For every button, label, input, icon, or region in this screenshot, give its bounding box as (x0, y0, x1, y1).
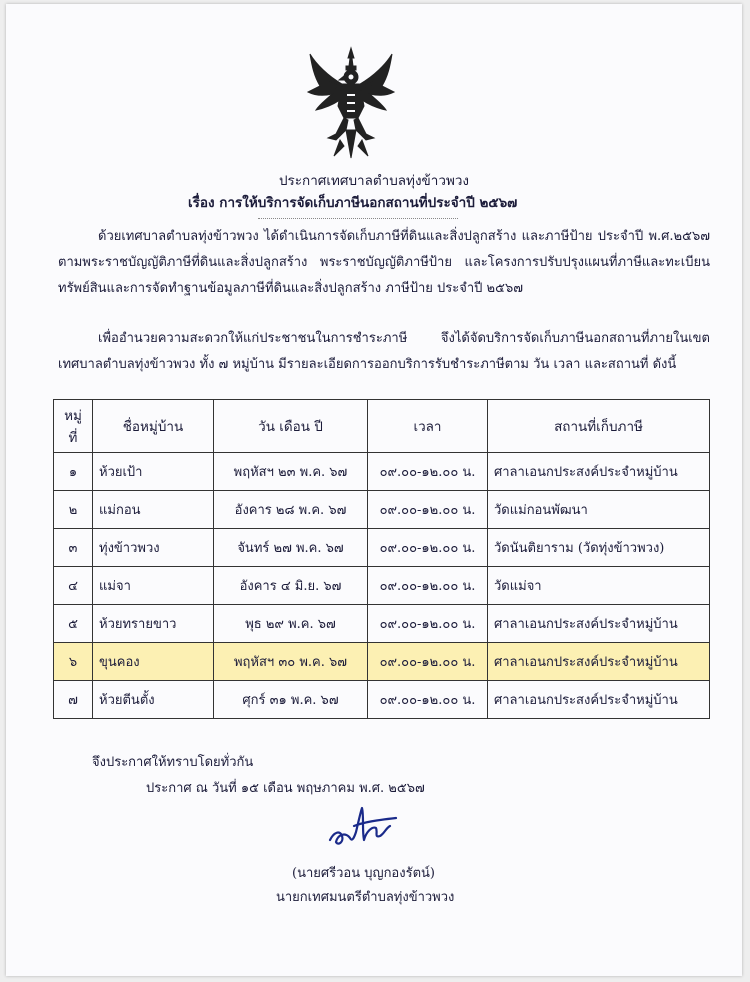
announcement-date: ประกาศ ณ วันที่ ๑๕ เดือน พฤษภาคม พ.ศ. ๒๕๖๗ (146, 781, 425, 796)
collection-time: ๐๙.๐๐-๑๒.๐๐ น. (368, 567, 488, 605)
collection-place: วัดนันติยาราม (วัดทุ่งข้าวพวง) (488, 529, 710, 567)
village-name: ทุ่งข้าวพวง (93, 529, 214, 567)
title-divider (258, 218, 458, 219)
collection-time: ๐๙.๐๐-๑๒.๐๐ น. (368, 681, 488, 719)
village-name: ขุนคอง (93, 643, 214, 681)
service-paragraph: เพื่ออำนวยความสะดวกให้แก่ประชาชนในการชำระภาษี จึงได้จัดบริการจัดเก็บภาษีนอกสถานที่ภายในเขตเทศบาลตำบลทุ่งข้าวพวง ทั้ง ๗ หมู่บ้าน มีรายละเอียดการออกบริการรับชำระภาษีตาม วัน เวลา และสถานที่ ดังนี้ (58, 331, 710, 372)
header-village-no: หมู่ที่ (54, 400, 93, 453)
collection-place: ศาลาเอนกประสงค์ประจำหมู่บ้าน (488, 453, 710, 491)
collection-date: จันทร์ ๒๗ พ.ค. ๖๗ (214, 529, 368, 567)
village-name: ห้วยเป้า (93, 453, 214, 491)
collection-date: พฤหัสฯ ๒๓ พ.ค. ๖๗ (214, 453, 368, 491)
village-no: ๓ (54, 529, 93, 567)
collection-time: ๐๙.๐๐-๑๒.๐๐ น. (368, 491, 488, 529)
collection-time: ๐๙.๐๐-๑๒.๐๐ น. (368, 643, 488, 681)
table-header-row (54, 400, 710, 453)
village-name: แม่กอน (93, 491, 214, 529)
collection-time: ๐๙.๐๐-๑๒.๐๐ น. (368, 605, 488, 643)
collection-time: ๐๙.๐๐-๑๒.๐๐ น. (368, 453, 488, 491)
intro-paragraph: ด้วยเทศบาลตำบลทุ่งข้าวพวง ได้ดำเนินการจัดเก็บภาษีที่ดินและสิ่งปลูกสร้าง และภาษีป้าย ประจำปี พ.ศ.๒๕๖๗ ตามพระราชบัญญัติภาษีที่ดินและสิ่งปลูกสร้าง พระราชบัญญัติภาษีป้าย และโครงการปรับปรุงแผนที่ภาษีและทะเบียนทรัพย์สินและการจัดทำฐานข้อมูลภาษีที่ดินและสิ่งปลูกสร้าง ภาษีป้าย ประจำปี ๒๕๖๗ (58, 229, 710, 296)
table-row (54, 453, 710, 491)
collection-time: ๐๙.๐๐-๑๒.๐๐ น. (368, 529, 488, 567)
collection-date: อังคาร ๔ มิ.ย. ๖๗ (214, 567, 368, 605)
closing-notice: จึงประกาศให้ทราบโดยทั่วกัน (92, 755, 254, 770)
table-row (54, 491, 710, 529)
village-name: แม่จา (93, 567, 214, 605)
table-row-highlighted (54, 643, 710, 681)
signature-mark (324, 802, 402, 856)
header-place: สถานที่เก็บภาษี (488, 400, 710, 453)
collection-place: ศาลาเอนกประสงค์ประจำหมู่บ้าน (488, 681, 710, 719)
collection-place: ศาลาเอนกประสงค์ประจำหมู่บ้าน (488, 643, 710, 681)
collection-place: วัดแม่กอนพัฒนา (488, 491, 710, 529)
village-name: ห้วยตีนตั้ง (93, 681, 214, 719)
collection-date: อังคาร ๒๘ พ.ค. ๖๗ (214, 491, 368, 529)
schedule-table (53, 399, 710, 719)
signer-position: นายกเทศมนตรีตำบลทุ่งข้าวพวง (276, 890, 455, 905)
header-village-name: ชื่อหมู่บ้าน (93, 400, 214, 453)
table-row (54, 529, 710, 567)
collection-date: พฤหัสฯ ๓๐ พ.ค. ๖๗ (214, 643, 368, 681)
table-row (54, 567, 710, 605)
village-no: ๑ (54, 453, 93, 491)
village-no: ๖ (54, 643, 93, 681)
signer-name: (นายศรีวอน บุญกองรัตน์) (292, 866, 435, 881)
header-date: วัน เดือน ปี (214, 400, 368, 453)
collection-date: ศุกร์ ๓๑ พ.ค. ๖๗ (214, 681, 368, 719)
collection-place: ศาลาเอนกประสงค์ประจำหมู่บ้าน (488, 605, 710, 643)
collection-place: วัดแม่จา (488, 567, 710, 605)
village-no: ๗ (54, 681, 93, 719)
village-name: ห้วยทรายขาว (93, 605, 214, 643)
garuda-emblem-icon (306, 46, 396, 164)
table-row (54, 605, 710, 643)
document-page (6, 4, 742, 976)
village-no: ๔ (54, 567, 93, 605)
collection-date: พุธ ๒๙ พ.ค. ๖๗ (214, 605, 368, 643)
announcement-title: ประกาศเทศบาลตำบลทุ่งข้าวพวง (278, 173, 470, 189)
subject-line: เรื่อง การให้บริการจัดเก็บภาษีนอกสถานที่ประจำปี ๒๕๖๗ (188, 195, 518, 211)
village-no: ๒ (54, 491, 93, 529)
table-row (54, 681, 710, 719)
village-no: ๕ (54, 605, 93, 643)
header-time: เวลา (368, 400, 488, 453)
